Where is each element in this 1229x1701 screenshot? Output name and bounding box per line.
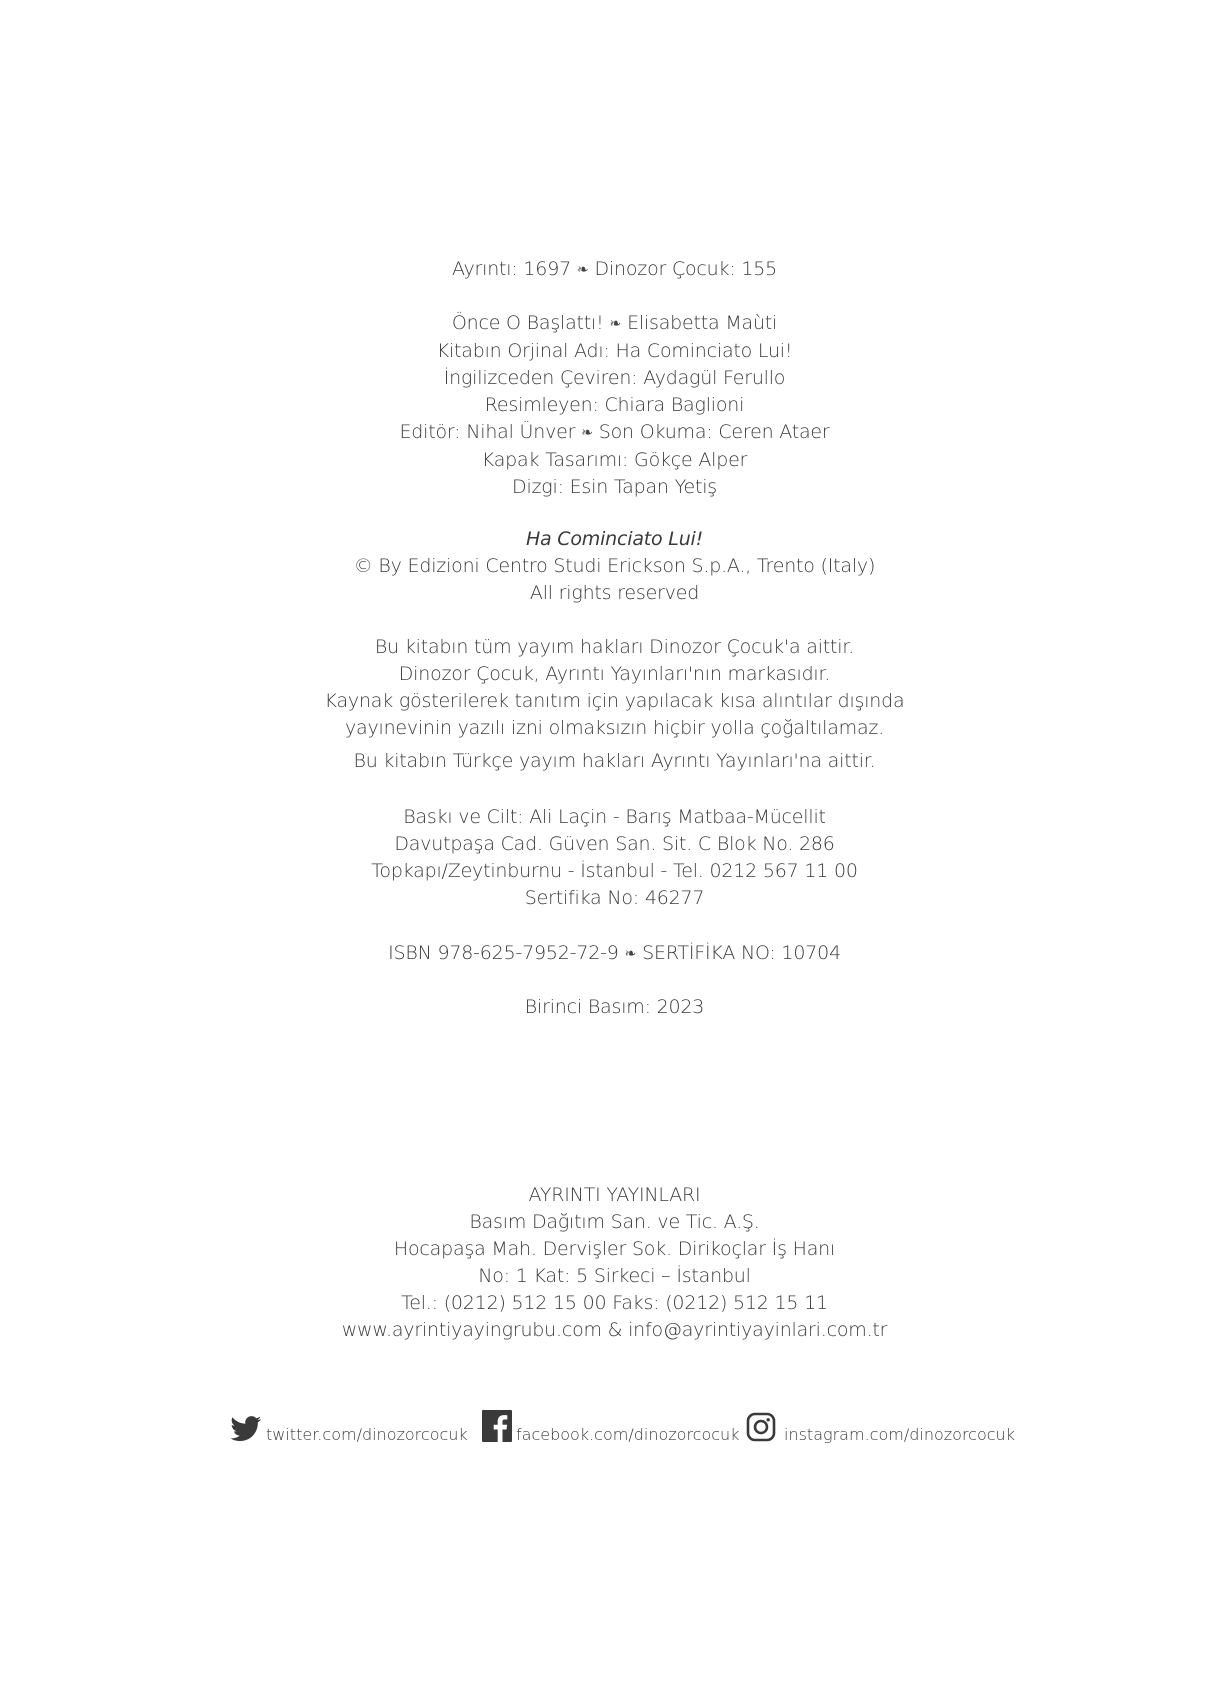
social-twitter[interactable] [230,1412,468,1446]
publisher-certificate: SERTİFİKA NO: 10704 [642,942,841,964]
isbn-line [0,940,1229,968]
twitter-icon [230,1416,262,1446]
series-dinozor: Dinozor Çocuk: 155 [594,258,778,280]
publisher-name: AYRINTI YAYINLARI [528,1184,701,1206]
title-author-line [0,310,1229,338]
twitter-handle[interactable]: twitter.com/dinozorcocuk [266,1425,468,1444]
rights-notice-block [0,634,1229,775]
rights-line-5: Bu kitabın Türkçe yayım hakları Ayrıntı Yayınları'na aittir. [353,750,876,772]
social-instagram[interactable] [746,1412,1015,1446]
printer-name: Baskı ve Cilt: Ali Laçin - Barış Matbaa-Mücellit [403,806,826,828]
publisher-address-1: Hocapaşa Mah. Dervişler Sok. Dirikoçlar İş Hanı [393,1238,836,1260]
separator-ornament-icon: ❧ [576,262,589,278]
edition-block [0,994,1229,1021]
editor: Editör: Nihal Ünver [399,421,576,443]
book-author: Elisabetta Maùti [627,312,778,334]
editor-line [0,419,1229,447]
isbn: ISBN 978-625-7952-72-9 [388,942,619,964]
copyright-block [0,526,1229,607]
printer-address: Davutpaşa Cad. Güven San. Sit. C Blok No. 286 [394,833,835,855]
publisher-address-2: No: 1 Kat: 5 Sirkeci – İstanbul [478,1265,751,1287]
printing-block [0,804,1229,912]
illustrator: Resimleyen: Chiara Baglioni [484,394,745,416]
series-block [0,256,1229,284]
book-title: Önce O Başlattı! [451,312,604,334]
original-title-italic: Ha Cominciato Lui! [525,528,704,550]
series-ayrinti: Ayrıntı: 1697 [451,258,571,280]
publisher-block [0,1182,1229,1344]
facebook-handle[interactable]: facebook.com/dinozorcocuk [516,1425,740,1444]
rights-line-2: Dinozor Çocuk, Ayrıntı Yayınları'nın markasıdır. [398,663,831,685]
all-rights: All rights reserved [529,582,700,604]
publisher-company: Basım Dağıtım San. ve Tic. A.Ş. [469,1211,760,1233]
translator: İngilizceden Çeviren: Aydagül Ferullo [443,367,786,389]
edition: Birinci Basım: 2023 [524,996,705,1018]
social-facebook[interactable] [482,1412,739,1446]
isbn-block [0,940,1229,968]
copyright-holder: © By Edizioni Centro Studi Erickson S.p.A., Trento (Italy) [353,555,876,577]
instagram-icon [746,1412,776,1446]
separator-ornament-icon: ❧ [609,316,622,332]
separator-ornament-icon: ❧ [581,425,593,441]
facebook-icon [482,1410,512,1446]
separator-ornament-icon: ❧ [624,946,637,962]
original-title: Kitabın Orjinal Adı: Ha Cominciato Lui! [436,340,793,362]
typesetter: Dizgi: Esin Tapan Yetiş [512,476,717,498]
printer-certificate: Sertifika No: 46277 [524,887,705,909]
rights-line-1: Bu kitabın tüm yayım hakları Dinozor Çocuk'a aittir. [374,636,855,658]
credits-block [0,310,1229,501]
publisher-phone: Tel.: (0212) 512 15 00 Faks: (0212) 512 15 11 [401,1292,828,1314]
rights-line-4: yayınevinin yazılı izni olmaksızın hiçbir yolla çoğaltılamaz. [344,717,885,739]
printer-city-phone: Topkapı/Zeytinburnu - İstanbul - Tel. 0212 567 11 00 [371,860,858,882]
proofreader: Son Okuma: Ceren Ataer [598,421,830,443]
rights-line-3: Kaynak gösterilerek tanıtım için yapılacak kısa alıntılar dışında [324,690,905,712]
instagram-handle[interactable]: instagram.com/dinozorcocuk [784,1425,1015,1444]
cover-designer: Kapak Tasarımı: Gökçe Alper [481,449,748,471]
publisher-web: www.ayrintiyayingrubu.com & info@ayrintiyayinlari.com.tr [341,1319,888,1341]
series-line [0,256,1229,284]
